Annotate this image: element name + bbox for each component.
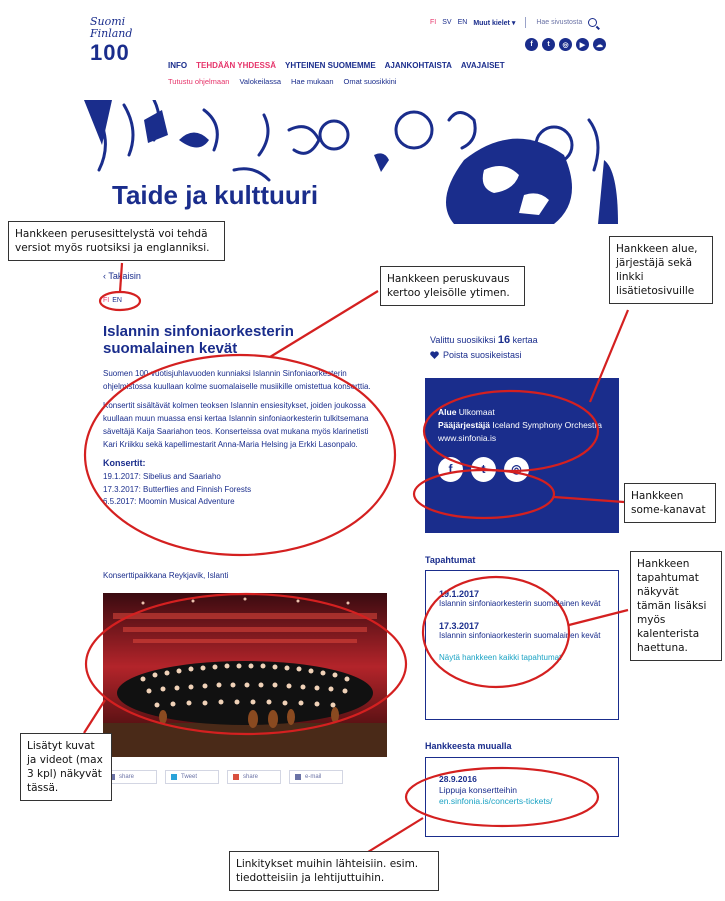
instagram-icon[interactable]: ◎ <box>559 38 572 51</box>
area-label: Alue <box>438 407 457 417</box>
event-item[interactable] <box>439 589 605 609</box>
subnav-item-valokeilassa[interactable]: Valokeilassa <box>239 77 281 86</box>
elsewhere-title: Lippuja konsertteihin <box>439 785 517 795</box>
project-info-box <box>425 378 619 533</box>
back-link[interactable]: ‹ Takaisin <box>103 271 141 281</box>
divider <box>525 17 526 28</box>
content-lang-en[interactable]: EN <box>112 297 122 304</box>
concert-place: Konserttipaikkana Reykjavik, Islanti <box>103 571 229 580</box>
heart-icon <box>430 351 439 359</box>
subnav-item-hae-mukaan[interactable]: Hae mukaan <box>291 77 334 86</box>
organizer-value: Iceland Symphony Orchestra <box>492 420 602 430</box>
fav-prefix: Valittu suosikiksi <box>430 335 496 345</box>
show-all-events-link[interactable]: Näytä hankkeen kaikki tapahtumat <box>439 653 562 662</box>
description-paragraph: Suomen 100-vuotisjuhlavuoden kunniaksi Islannin Sinfoniaorkesterin ohjelmistossa kuullaan kolme suomalaiselle musiikille omistettua konserttia. <box>103 369 371 391</box>
elsewhere-link[interactable]: en.sinfonia.is/concerts-tickets/ <box>439 796 553 806</box>
lang-sv-link[interactable]: SV <box>442 19 452 26</box>
email-icon <box>295 774 301 780</box>
event-name: Islannin sinfoniaorkesterin suomalainen kevät <box>439 631 601 640</box>
organizer-label: Pääjärjestäjä <box>438 420 490 430</box>
twitter-share-button[interactable] <box>165 770 219 784</box>
logo-number: 100 <box>90 40 130 65</box>
lang-fi-link[interactable]: FI <box>430 19 437 26</box>
nav-item-avajaiset[interactable]: AVAJAISET <box>460 61 505 70</box>
subnav-item-tutustu[interactable]: Tutustu ohjelmaan <box>168 77 230 86</box>
nav-item-info[interactable]: INFO <box>168 61 188 70</box>
annotation-description: Hankkeen peruskuvaus kertoo yleisölle ytimen. <box>380 266 525 306</box>
nav-item-ajankohtaista[interactable]: AJANKOHTAISTA <box>384 61 452 70</box>
concert-item: 19.1.2017: Sibelius and Saariaho <box>103 472 221 481</box>
event-item[interactable] <box>439 621 605 641</box>
share-label: share <box>119 774 135 780</box>
area-row <box>438 406 606 419</box>
hero-title: Taide ja kulttuuri <box>112 180 319 210</box>
orchestra-photo[interactable] <box>103 593 387 757</box>
event-name: Islannin sinfoniaorkesterin suomalainen kevät <box>439 599 601 608</box>
facebook-icon[interactable]: f <box>525 38 538 51</box>
elsewhere-box <box>425 757 619 837</box>
annotation-area-organizer: Hankkeen alue, järjestäjä sekä linkki lisätietosivuille <box>609 236 713 304</box>
annotation-language-versions: Hankkeen perusesittelystä voi tehdä versiot myös ruotsiksi ja englanniksi. <box>8 221 225 261</box>
concert-item: 6.5.2017: Moomin Musical Adventure <box>103 497 235 506</box>
youtube-icon[interactable]: ▶ <box>576 38 589 51</box>
events-heading: Tapahtumat <box>425 555 476 565</box>
suomi-finland-100-logo[interactable] <box>90 16 160 68</box>
fav-suffix: kertaa <box>512 335 538 345</box>
subnav-item-omat-suosikkini[interactable]: Omat suosikkini <box>343 77 397 86</box>
sub-nav <box>168 77 396 86</box>
concerts-heading: Konsertit: <box>103 458 146 468</box>
header-social-links <box>525 38 606 51</box>
event-date: 19.1.2017 <box>439 589 480 599</box>
fav-count: 16 <box>497 334 511 346</box>
instagram-icon[interactable]: ◎ <box>504 457 529 482</box>
concert-item: 17.3.2017: Butterflies and Finnish Forests <box>103 484 252 494</box>
email-share-button[interactable] <box>289 770 343 784</box>
annotation-social-channels: Hankkeen some-kanavat <box>624 483 716 523</box>
project-social-links <box>438 457 606 482</box>
language-bar <box>430 17 597 28</box>
remove-favorite-button[interactable] <box>430 350 522 360</box>
google-plus-share-button[interactable] <box>227 770 281 784</box>
main-nav <box>168 61 505 70</box>
soundcloud-icon[interactable]: ☁ <box>593 38 606 51</box>
google-plus-icon <box>233 774 239 780</box>
annotation-external-links: Linkitykset muihin lähteisiin. esim. tiedotteisiin ja lehtijuttuihin. <box>229 851 439 891</box>
area-value: Ulkomaat <box>458 407 495 417</box>
page-title: Islannin sinfoniaorkesterin suomalainen kevät <box>103 323 294 357</box>
content-lang-fi[interactable]: FI <box>103 297 110 304</box>
twitter-icon[interactable]: t <box>471 457 496 482</box>
logo-script: Suomi Finland <box>90 15 133 40</box>
nav-item-tehdaan-yhdessa[interactable]: TEHDÄÄN YHDESSÄ <box>196 61 276 70</box>
twitter-icon <box>171 774 177 780</box>
event-date: 17.3.2017 <box>439 621 480 631</box>
share-label: Tweet <box>181 774 198 780</box>
content-language-switch <box>103 297 122 304</box>
more-languages-dropdown[interactable]: Muut kielet ▾ <box>473 19 516 27</box>
remove-favorite-label: Poista suosikeistasi <box>443 350 522 360</box>
orchestra-photo-image <box>103 593 387 757</box>
events-box <box>425 570 619 720</box>
search-icon[interactable] <box>588 18 597 27</box>
twitter-icon[interactable]: t <box>542 38 555 51</box>
elsewhere-date: 28.9.2016 <box>439 774 477 784</box>
favorite-count <box>430 334 538 346</box>
description-paragraph: Konsertit sisältävät kolmen teoksen Islannin ensiesitykset, joiden joukossa kuullaan muun muassa ensi kertaa Islannin sinfoniaorkesterin tulkitsemana säveltäjä Kaija Saariahon teos. Konserteissa ovat mukana myös klarinetisti Kari Kriikku sekä kapellimestarit Anna-Maria Helsing ja Erkki Lasonpalo. <box>103 401 369 449</box>
share-label: share <box>243 774 259 780</box>
elsewhere-heading: Hankkeesta muualla <box>425 741 512 751</box>
share-label: e-mail <box>305 774 322 780</box>
lang-en-link[interactable]: EN <box>457 19 468 26</box>
annotation-media: Lisätyt kuvat ja videot (max 3 kpl) näkyvät tässä. <box>20 733 112 801</box>
search-link[interactable]: Hae sivustosta <box>536 19 583 26</box>
facebook-icon[interactable]: f <box>438 457 463 482</box>
share-buttons <box>103 770 343 784</box>
website-link[interactable]: www.sinfonia.is <box>438 433 497 443</box>
annotation-events: Hankkeen tapahtumat näkyvät tämän lisäksi myös kalenterista haettuna. <box>630 551 722 661</box>
organizer-row <box>438 419 606 432</box>
project-description <box>103 367 383 509</box>
nav-item-yhteinen-suomemme[interactable]: YHTEINEN SUOMEMME <box>284 61 376 70</box>
hero-banner <box>84 100 618 224</box>
